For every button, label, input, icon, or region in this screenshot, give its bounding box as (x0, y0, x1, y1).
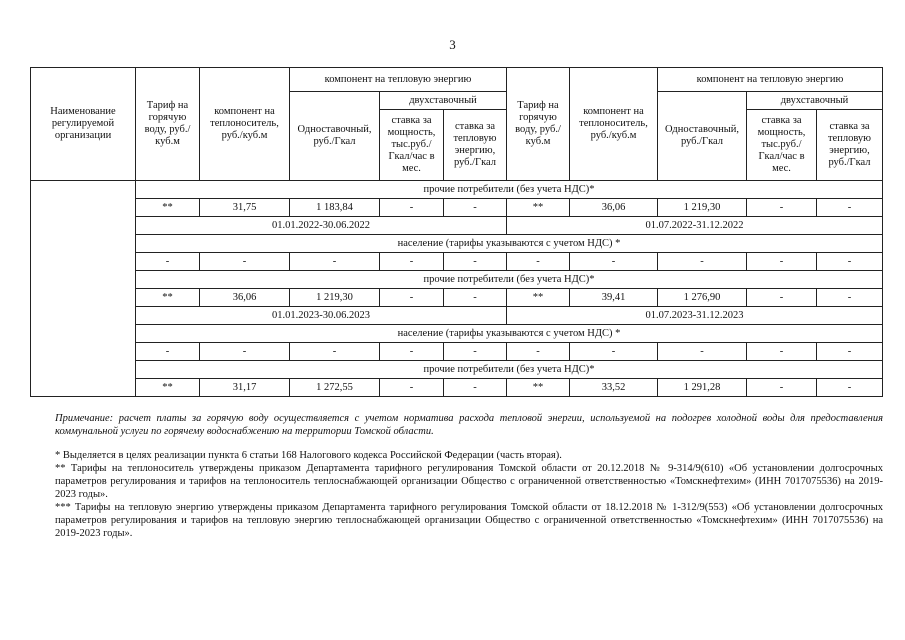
cell: - (658, 343, 747, 361)
cell: - (507, 253, 570, 271)
cell: - (444, 289, 507, 307)
header-hot-water-1: Тариф на горячую воду, руб./куб.м (136, 68, 200, 181)
section-population: население (тарифы указываются с учетом НДС) * (136, 325, 883, 343)
header-heat-component-2: компонент на тепловую энергию (658, 68, 883, 92)
table-row (31, 199, 883, 217)
cell: - (817, 199, 883, 217)
cell: - (658, 253, 747, 271)
cell: - (290, 253, 380, 271)
header-single-rate-2: Одноставочный, руб./Гкал (658, 92, 747, 181)
cell: ** (507, 199, 570, 217)
header-capacity-rate-1: ставка за мощность, тыс.руб./ Гкал/час в мес. (380, 110, 444, 181)
cell: - (444, 199, 507, 217)
cell: 1 276,90 (658, 289, 747, 307)
org-name-cell (31, 181, 136, 397)
cell: - (817, 379, 883, 397)
header-single-rate-1: Одноставочный, руб./Гкал (290, 92, 380, 181)
period-right: 01.07.2023-31.12.2023 (507, 307, 883, 325)
header-hot-water-2: Тариф на горячую воду, руб./куб.м (507, 68, 570, 181)
note-paragraph: Примечание: расчет платы за горячую воду осуществляется с учетом норматива расхода тепловой энергии, используемой на подогрев холодной воды для предоставления коммунальной услуги по горячему водоснабжению на территории Томской области. (55, 413, 883, 437)
cell: 1 183,84 (290, 199, 380, 217)
cell: 1 291,28 (658, 379, 747, 397)
cell: 33,52 (570, 379, 658, 397)
cell: 36,06 (570, 199, 658, 217)
cell: - (747, 253, 817, 271)
section-other-consumers: прочие потребители (без учета НДС)* (136, 181, 883, 199)
table-row (31, 253, 883, 271)
cell: - (136, 253, 200, 271)
cell: - (200, 343, 290, 361)
cell: ** (136, 289, 200, 307)
cell: 1 219,30 (290, 289, 380, 307)
cell: 1 219,30 (658, 199, 747, 217)
cell: ** (507, 289, 570, 307)
header-coolant-1: компонент на теплоноситель, руб./куб.м (200, 68, 290, 181)
period-right: 01.07.2022-31.12.2022 (507, 217, 883, 235)
cell: 31,17 (200, 379, 290, 397)
cell: - (747, 289, 817, 307)
cell: - (747, 379, 817, 397)
cell: - (747, 343, 817, 361)
table-row (31, 379, 883, 397)
header-energy-rate-2: ставка за тепловую энергию, руб./Гкал (817, 110, 883, 181)
section-population: население (тарифы указываются с учетом НДС) * (136, 235, 883, 253)
cell: - (444, 343, 507, 361)
cell: - (570, 343, 658, 361)
header-two-part-2: двухставочный (747, 92, 883, 110)
cell: 31,75 (200, 199, 290, 217)
page-number: 3 (449, 37, 456, 52)
header-org-name: Наименование регулируемой организации (31, 68, 136, 181)
header-heat-component-1: компонент на тепловую энергию (290, 68, 507, 92)
cell: - (444, 253, 507, 271)
footnote-vat: * Выделяется в целях реализации пункта 6 статьи 168 Налогового кодекса Российской Федерации (часть вторая). (55, 450, 562, 461)
cell: - (380, 289, 444, 307)
header-capacity-rate-2: ставка за мощность, тыс.руб./ Гкал/час в мес. (747, 110, 817, 181)
cell: - (380, 253, 444, 271)
cell: 39,41 (570, 289, 658, 307)
table-row (31, 289, 883, 307)
cell: - (817, 289, 883, 307)
cell: ** (136, 199, 200, 217)
period-left: 01.01.2022-30.06.2022 (136, 217, 507, 235)
section-other-consumers: прочие потребители (без учета НДС)* (136, 361, 883, 379)
period-left: 01.01.2023-30.06.2023 (136, 307, 507, 325)
section-other-consumers: прочие потребители (без учета НДС)* (136, 271, 883, 289)
cell: 1 272,55 (290, 379, 380, 397)
cell: ** (136, 379, 200, 397)
header-two-part-1: двухставочный (380, 92, 507, 110)
cell: - (136, 343, 200, 361)
cell: - (290, 343, 380, 361)
cell: - (380, 379, 444, 397)
cell: - (444, 379, 507, 397)
cell: - (817, 253, 883, 271)
cell: - (570, 253, 658, 271)
tariff-table (30, 67, 883, 397)
cell: - (507, 343, 570, 361)
cell: ** (507, 379, 570, 397)
cell: - (200, 253, 290, 271)
header-coolant-2: компонент на теплоноситель, руб./куб.м (570, 68, 658, 181)
cell: - (380, 343, 444, 361)
footnotes (55, 449, 883, 540)
cell: - (747, 199, 817, 217)
footnote-heat-order: *** Тарифы на тепловую энергию утверждены приказом Департамента тарифного регулирования Томской области от 18.12.2018 № 1-312/9(553) «Об установлении долгосрочных параметров регулирования и тарифов на тепловую энергию теплоснабжающей организации Общество с ограниченной ответственностью «Томскнефтехим» (ИНН 7017075536) на 2019-2023 годы». (55, 502, 883, 539)
table-row (31, 343, 883, 361)
footnote-coolant-order: ** Тарифы на теплоноситель утверждены приказом Департамента тарифного регулирования Томской области от 20.12.2018 № 9-314/9(610) «Об установлении долгосрочных параметров регулирования и тарифов на теплоноситель теплоснабжающей организации Общество с ограниченной ответственностью «Томскнефтехим» (ИНН 7017075536) на 2019-2023 годы». (55, 463, 883, 500)
cell: - (380, 199, 444, 217)
header-energy-rate-1: ставка за тепловую энергию, руб./Гкал (444, 110, 507, 181)
cell: 36,06 (200, 289, 290, 307)
cell: - (817, 343, 883, 361)
